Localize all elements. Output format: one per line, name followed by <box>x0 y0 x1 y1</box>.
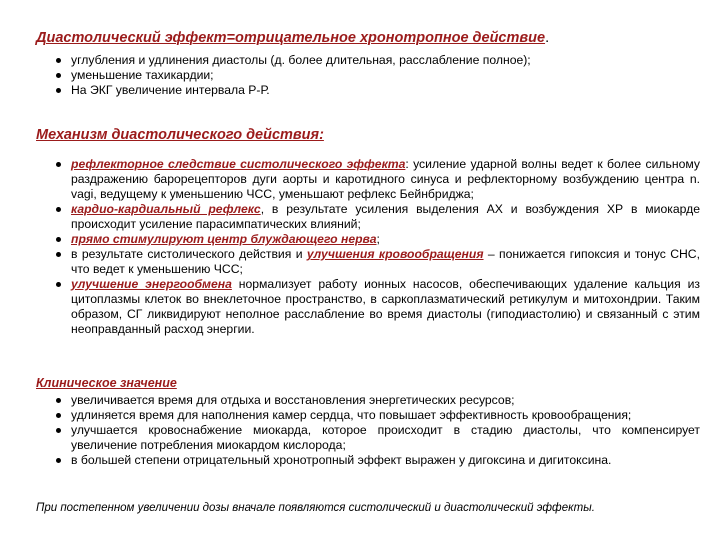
list-item: углубления и удлинения диастолы (д. более длительная, расслабление полное); <box>36 53 676 68</box>
list-item: рефлекторное следствие систолического эффекта: усиление ударной волны ведет к более сильному раздражению барорецепторов дуги аорты и каротидного синуса и рефлекторному возбуждению центра n. vagi, ведущему к уменьшению ЧСС, уменьшают рефлекс Бейнбриджа; <box>36 157 700 202</box>
list-item: удлиняется время для наполнения камер сердца, что повышает эффективность кровообращения; <box>36 408 700 423</box>
section1-list <box>36 53 676 98</box>
list-item: уменьшение тахикардии; <box>36 68 676 83</box>
section3-list <box>36 393 700 468</box>
list-item: прямо стимулируют центр блуждающего нерва; <box>36 232 700 247</box>
footer-note: При постепенном увеличении дозы вначале появляются систолический и диастолический эффекты. <box>36 502 595 514</box>
list-item: На ЭКГ увеличение интервала Р-Р. <box>36 83 676 98</box>
section2-title: Механизм диастолического действия: <box>36 127 324 143</box>
section2-list <box>36 157 700 337</box>
list-item: в большей степени отрицательный хронотропный эффект выражен у дигоксина и дигитоксина. <box>36 453 700 468</box>
section3-title: Клиническое значение <box>36 376 177 390</box>
list-item: улучшается кровоснабжение миокарда, которое происходит в стадию диастолы, что компенсирует увеличение потребления миокардом кислорода; <box>36 423 700 453</box>
list-item: в результате систолического действия и улучшения кровообращения – понижается гипоксия и тонус СНС, что ведет к уменьшению ЧСС; <box>36 247 700 277</box>
list-item: кардио-кардиальный рефлекс, в результате усиления выделения АХ и возбуждения ХР в миокарде происходит усиление парасимпатических влияний; <box>36 202 700 232</box>
list-item: улучшение энергообмена нормализует работу ионных насосов, обеспечивающих удаление кальция из цитоплазмы клеток во внеклеточное пространство, в саркоплазматический ретикулум и митохондрии. Таким образом, СГ ликвидируют неполное расслабление во время диастолы (гиподиастолию) и связанный с этим неоправданный расход энергии. <box>36 277 700 337</box>
section1-title: Диастолический эффект=отрицательное хронотропное действие. <box>36 30 550 46</box>
list-item: увеличивается время для отдыха и восстановления энергетических ресурсов; <box>36 393 700 408</box>
